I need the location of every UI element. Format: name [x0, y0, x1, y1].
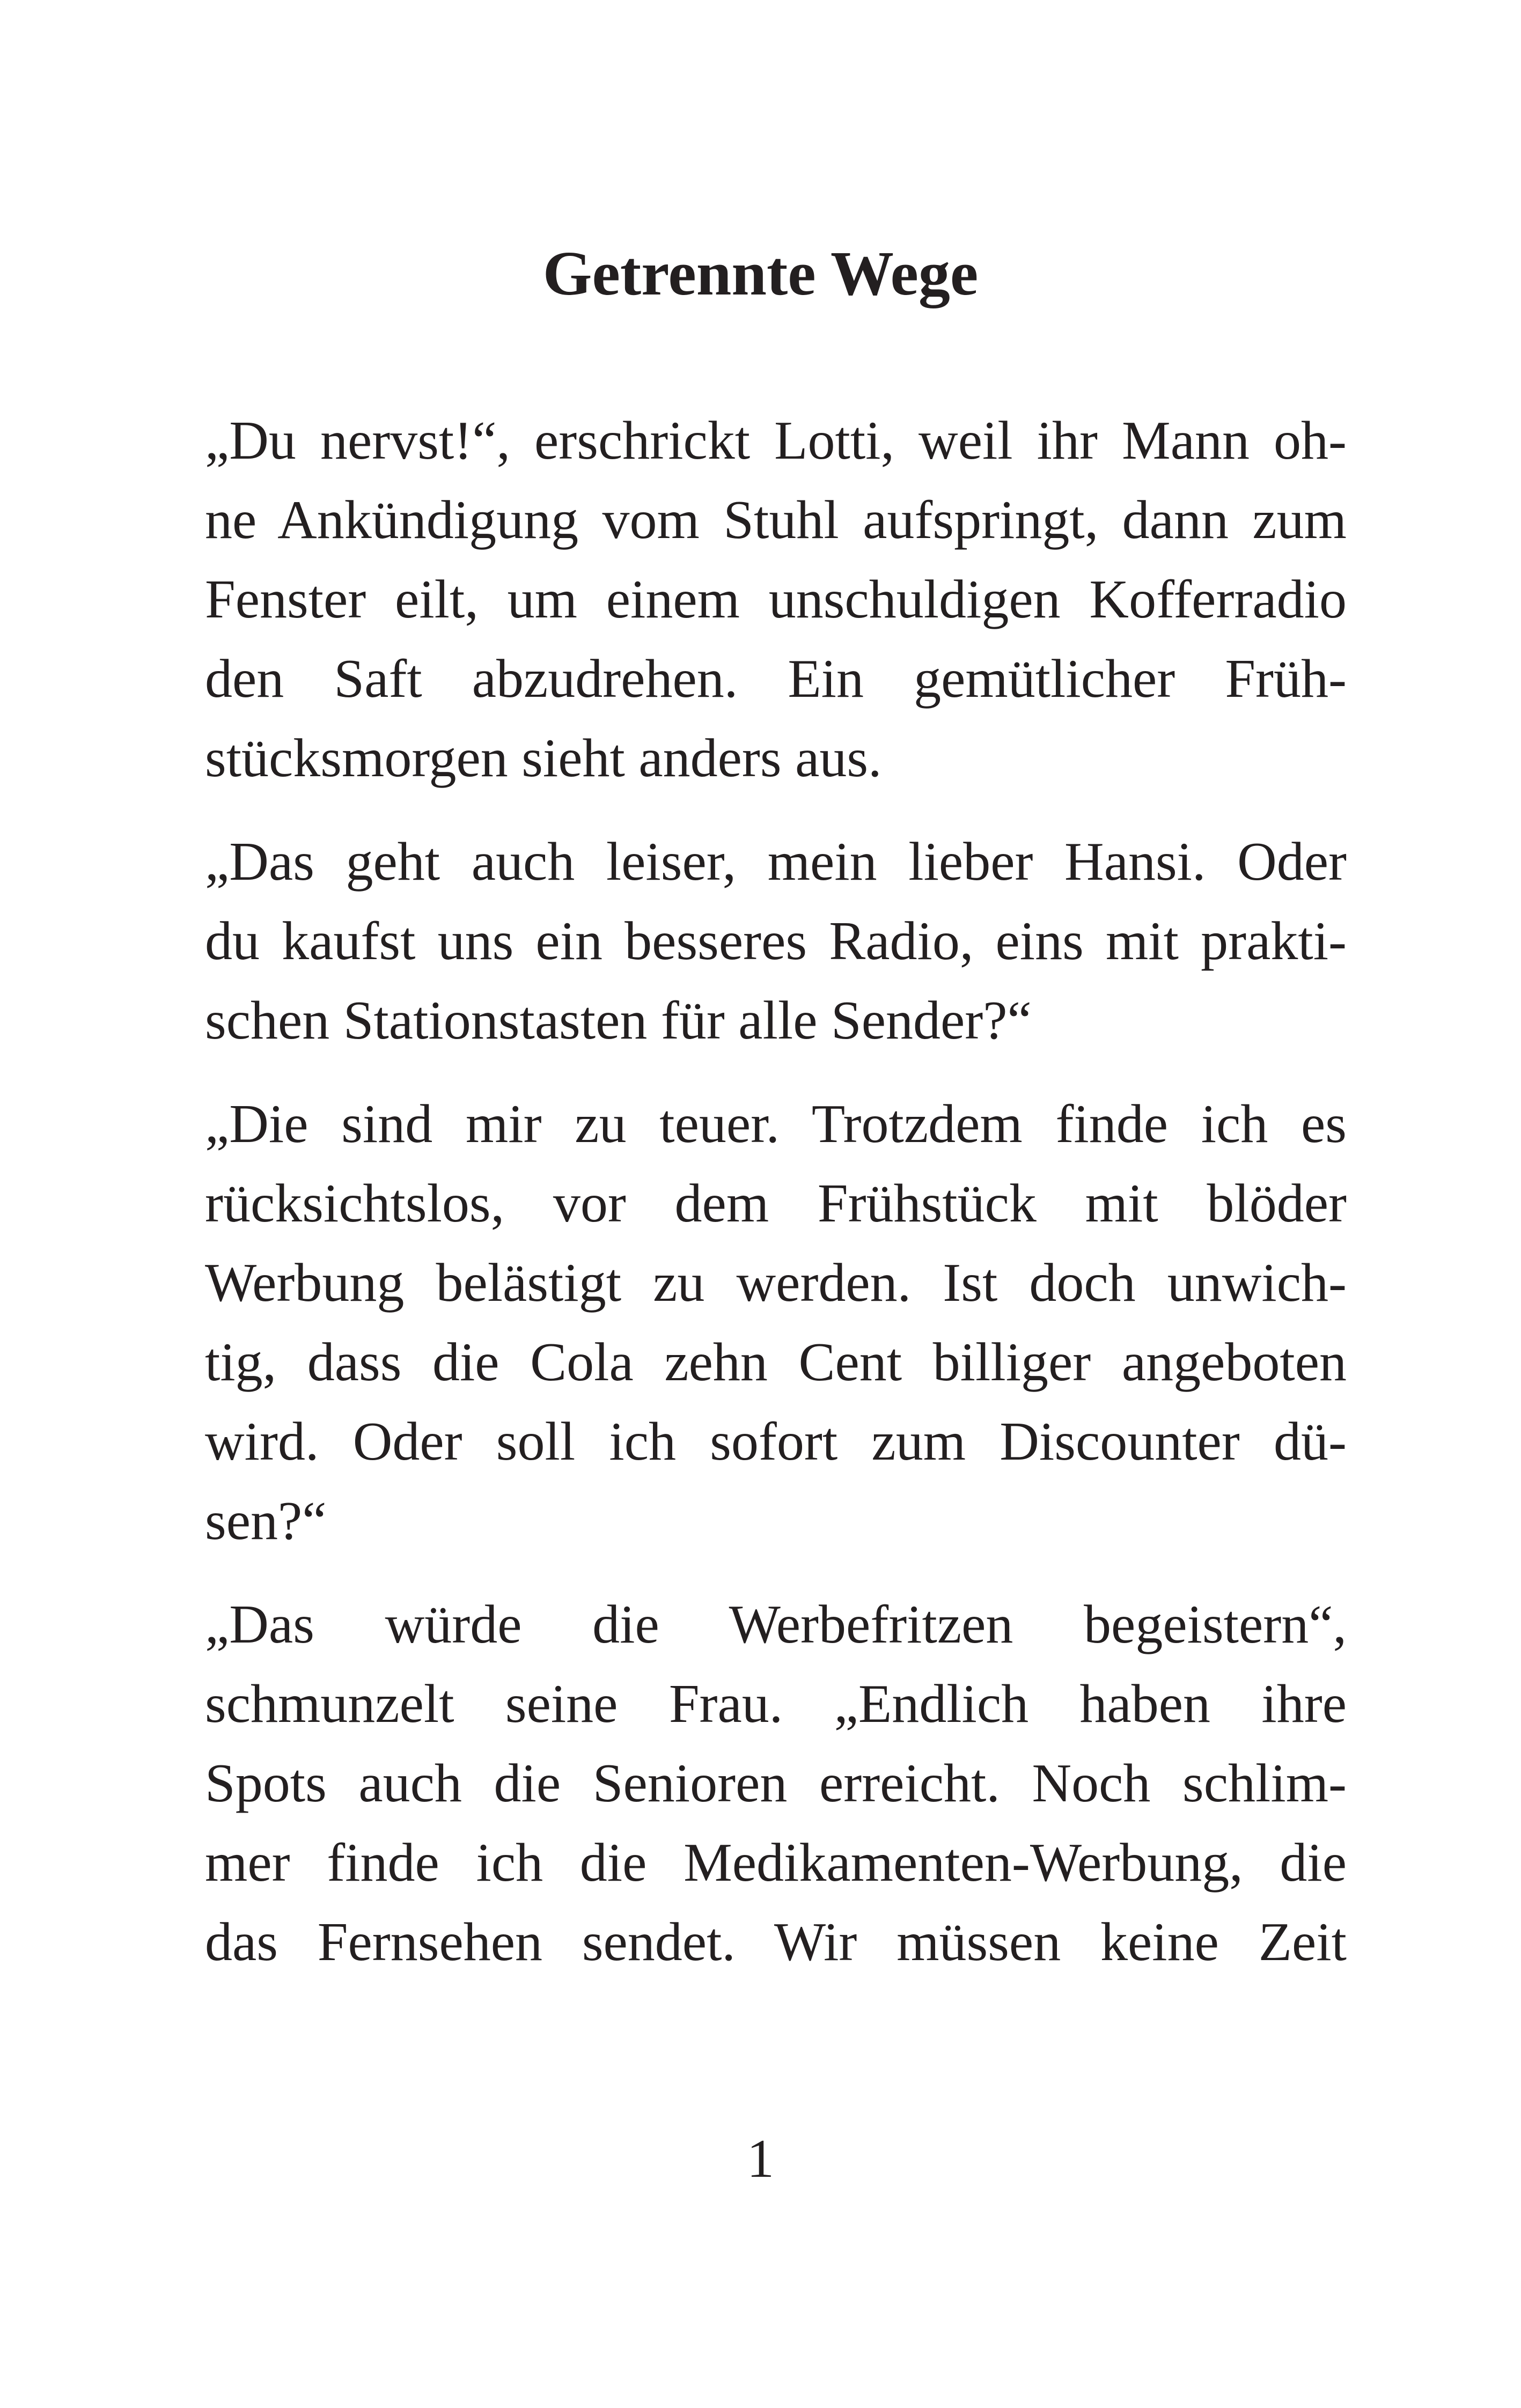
text-line: „Das würde die Werbefritzen begeistern“,: [205, 1594, 1347, 1655]
text-line: Werbung belästigt zu werden. Ist doch unwich-: [205, 1253, 1347, 1313]
text-line: ne Ankündigung vom Stuhl aufspringt, dann zum: [205, 490, 1347, 550]
text-line: „Die sind mir zu teuer. Trotzdem finde ich es: [205, 1094, 1347, 1154]
page-number: 1: [747, 2129, 774, 2189]
text-line: rücksichtslos, vor dem Frühstück mit blöder: [205, 1173, 1347, 1234]
text-line: tig, dass die Cola zehn Cent billiger angeboten: [205, 1332, 1347, 1393]
text-line: „Du nervst!“, erschrickt Lotti, weil ihr Mann oh-: [205, 410, 1347, 471]
text-line: sen?“: [205, 1491, 327, 1551]
text-line: stücksmorgen sieht anders aus.: [205, 728, 882, 789]
paragraph-2: [205, 822, 1347, 1061]
text-line: den Saft abzudrehen. Ein gemütlicher Früh-: [205, 649, 1347, 709]
body-text: [205, 401, 1347, 2006]
chapter-title: Getrennte Wege: [542, 238, 979, 308]
text-line: Fenster eilt, um einem unschuldigen Kofferradio: [205, 569, 1347, 630]
text-line: wird. Oder soll ich sofort zum Discounter dü-: [205, 1411, 1347, 1472]
text-line: Spots auch die Senioren erreicht. Noch schlim-: [205, 1753, 1347, 1814]
text-line: du kaufst uns ein besseres Radio, eins mit prakti-: [205, 911, 1347, 971]
text-line: mer finde ich die Medikamenten-Werbung, die: [205, 1832, 1347, 1893]
text-line: das Fernsehen sendet. Wir müssen keine Zeit: [205, 1912, 1347, 1972]
paragraph-4: [205, 1585, 1347, 1982]
paragraph-3: [205, 1085, 1347, 1561]
paragraph-1: [205, 401, 1347, 798]
text-line: schen Stationstasten für alle Sender?“: [205, 990, 1032, 1051]
text-line: „Das geht auch leiser, mein lieber Hansi. Oder: [205, 831, 1347, 892]
text-line: schmunzelt seine Frau. „Endlich haben ihre: [205, 1674, 1347, 1734]
